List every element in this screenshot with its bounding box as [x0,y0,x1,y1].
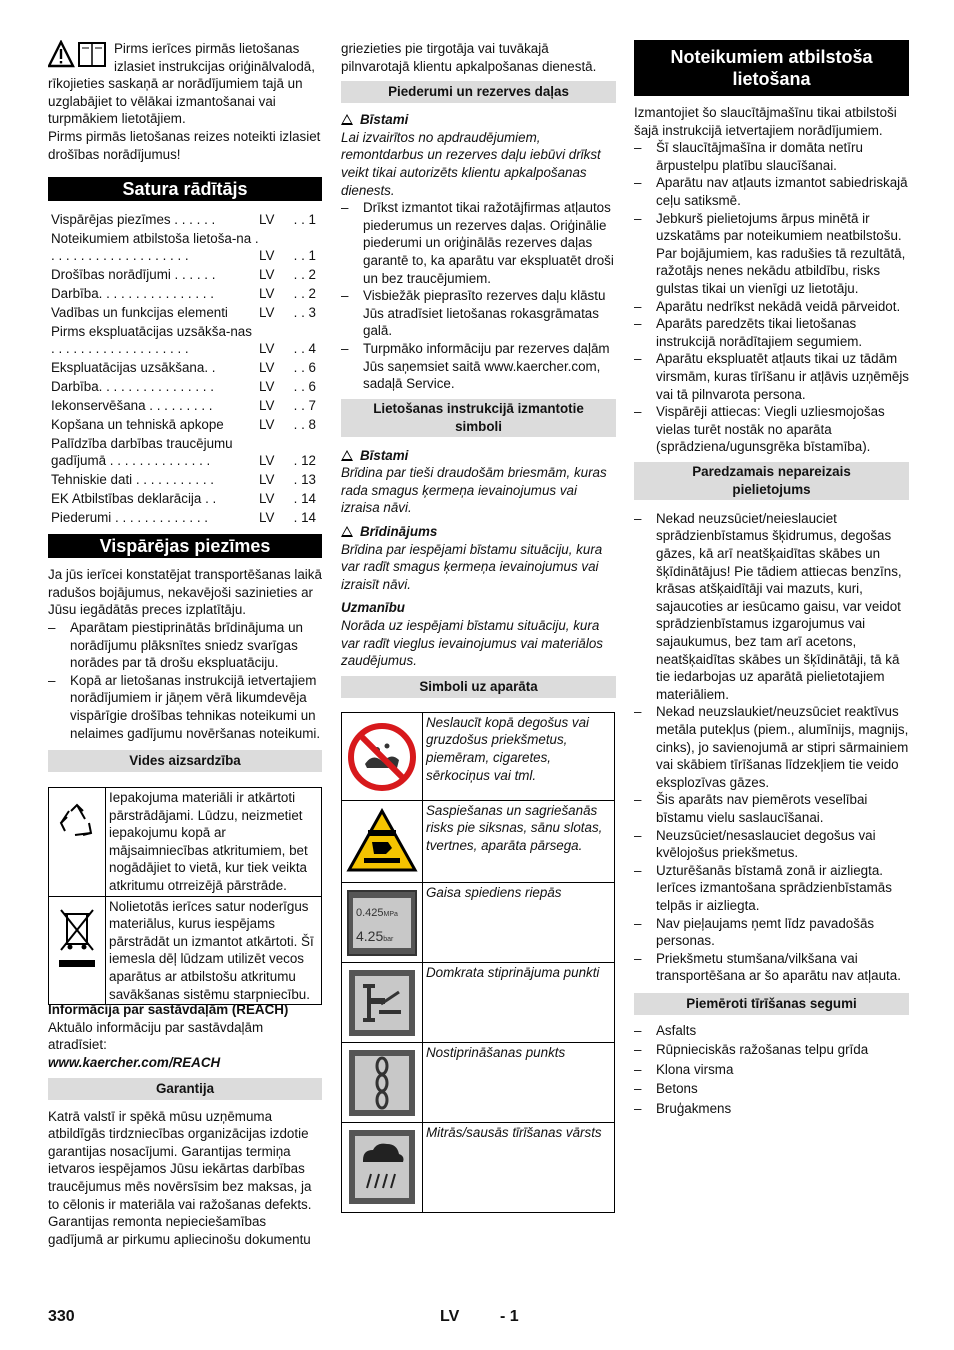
toc-entry-lang: LV [259,398,275,414]
toc-entry-label: Darbība. . . . . . . . . . . . . . . . [51,379,214,395]
list-item: – Rūpnieciskās ražošanas telpu grīda [634,1040,909,1060]
device-symbol-text: Gaisa spiediens riepās [423,882,615,962]
toc-entry-label: Darbība. . . . . . . . . . . . . . . . [51,286,214,302]
recycle-icon-cell [49,788,106,897]
toc-entry-page: . . 6 [293,379,316,395]
list-item: – Vispārēji attiecas: Viegli uzliesmojošas vielas turēt nostāk no aparāta (sprādziena/ugunsgrēka bīstamība). [634,403,909,456]
gauge-unit-bar: bar [383,935,394,943]
toc-entry-label: Ekspluatācijas uzsākšana. . [51,360,216,376]
list-item: – Šī slaucītājmašīna ir domāta netīru ārpustelpu platību slaucīšanai. [634,139,909,174]
toc-row[interactable] [48,304,322,323]
toc-entry-label: Noteikumiem atbilstoša lietoša-na . . . . . . . . . . . . . . . . . . . . [51,231,259,264]
toc-row[interactable] [48,435,322,471]
toc-entry-label: Drošības norādījumi . . . . . . [51,267,216,283]
environment-packaging-text: Iepakojuma materiāli ir atkārtoti pārstrādājami. Lūdzu, neizmetiet iepakojumu kopā ar mājsaimniecības atkritumiem, bet nogādājiet to vietā, kur tiek veikta atkritumu otrreizējā pārstrāde. [106,788,322,897]
toc-row[interactable] [48,359,322,378]
symbols-warning-row [341,523,616,541]
list-item: – Uzturēšanās bīstamā zonā ir aizliegta. Ierīces izmantošana sprādzienbīstamās telpās ir aizliegta. [634,862,909,915]
reach-text: Aktuālo informāciju par sastāvdaļām atradīsiet: [48,1019,264,1053]
toc-entry-lang: LV [259,510,275,526]
crush-hazard-icon [346,808,418,874]
caution-label: Uzmanību [341,600,405,616]
toc-row[interactable] [48,285,322,304]
intended-use-text: Izmantojiet šo slaucītājmašīnu tikai atbilstoši šajā instrukcijā ietvertajiem norādījumiem. [634,105,897,138]
list-item: – Nekad neuzslaukiet/neuzsūciet reaktīvus metāla putekļus (piem., alumīnijs, magnijs, cinks), jo savienojumā ar stipri sārmainiem vai skābiem tīrīšanas līdzekļiem tie veido eksplozīvas gāzes. [634,703,909,791]
warning-manual-icons [48,40,108,70]
toc-heading: Satura rādītājs [48,177,322,201]
toc-entry-label: Kopšana un tehniskā apkope [51,417,224,433]
list-item: – Asfalts [634,1021,909,1041]
intro-text: Pirms ierīces pirmās lietošanas izlasiet instrukcijas oriģinālvalodā, rīkojieties saskaņā ar norādījumiem tajā un uzglabājiet to vēlākai izmantošanai vai turpmākiem lietotājiem. [48,41,315,127]
toc-entry-label: Palīdzība darbības traucējumu gadījumā . . . . . . . . . . . . . . [51,436,233,469]
toc-entry-page: . . 4 [293,341,316,357]
device-symbol-text: Saspiešanas un sagriešanās risks pie siksnas, sānu slotas, tvertnes, aparāta pārsega. [423,800,615,882]
column-1 [48,40,322,1248]
list-item: – Priekšmetu stumšana/vilkšana vai transportēšana ar šo aparātu nav atļauta. [634,950,909,985]
toc-entry-lang: LV [259,491,275,507]
toc-entry-lang: LV [259,472,275,488]
list-item: – Aparātam piestiprinātās brīdinājuma un norādījumu plāksnītes sniedz svarīgas norādes par tā drošu ekspluatāciju. [48,619,322,672]
toc-entry-label: Piederumi . . . . . . . . . . . . . [51,510,209,526]
toc-entry-lang: LV [259,453,275,469]
environment-table [48,787,322,1005]
no-burning-objects-icon [347,722,417,792]
device-symbol-text: Domkrata stiprinājuma punkti [423,962,615,1042]
list-item: – Šis aparāts nav piemērots veselībai bīstamu vielu saslaucīšanai. [634,791,909,826]
misuse-list [634,510,909,985]
toc-entry-lang: LV [259,341,275,357]
symbols-danger-row [341,447,616,465]
toc-entry-page: . 12 [293,453,316,469]
device-symbols-heading: Simboli uz aparāta [341,676,616,698]
list-item: – Turpmāko informāciju par rezerves daļām Jūs saņemsiet saitā www.kaercher.com, sadaļā Service. [341,340,616,393]
toc-entry-page: . . 1 [293,248,316,264]
accessories-danger-label-row [341,111,616,129]
reach-url[interactable]: www.kaercher.com/REACH [48,1055,221,1070]
toc-entry-page: . . 1 [293,212,316,228]
environment-disposal-text: Nolietotās ierīces satur noderīgus materiālus, kurus iespējams pārstrādāt un izmantot atkārtoti. Šī iemesla dēļ lūdzam utilizēt vecos aparātus ar atbilstošu atkritumu savākšanas sistēmu starpniecību. [106,896,322,1005]
toc-entry-lang: LV [259,248,275,264]
list-item: – Aparātu nav atļauts izmantot sabiedriskajā ceļu satiksmē. [634,174,909,209]
warranty-continued: griezieties pie tirgotāja vai tuvākajā pilnvarotajā klientu apkalpošanas dienestā. [341,41,597,74]
accessories-list [341,199,616,393]
toc-entry-page: . . 2 [293,286,316,302]
no-burning-objects-icon-cell [342,712,423,800]
jack-point-icon [349,970,415,1036]
tire-pressure-icon [347,890,417,956]
intended-use-heading: Noteikumiem atbilstoša lietošana [634,40,909,96]
gauge-value-bar: 4.25 [356,927,384,944]
warranty-text: Katrā valstī ir spēkā mūsu uzņēmuma atbildīgās tirdzniecības organizācijas izdotie garantijas nosacījumi. Garantijas termiņa ietvaros iespējamos Jūsu iekārtas darbības traucējumus mēs novērsīsim bez maksas, ja to cēlonis ir materiāla vai ražošanas defekts. Garantijas remonta nepieciešamības gadījumā ar pirkumu apliecinošu dokumentu [48,1108,312,1247]
page-number: 330 [48,1308,75,1325]
list-item: – Klona virsma [634,1060,909,1080]
toc-row[interactable] [48,378,322,397]
misuse-heading: Paredzamais nepareizais pielietojums [634,462,909,500]
symbols-heading: Lietošanas instrukcijā izmantotie simboli [341,399,616,437]
list-item: – Jebkurš pielietojums ārpus minētā ir uzskatāms par noteikumiem neatbilstošu. Par bojājumiem, kas radušies tā rezultātā, ražotājs nenes nekādu atbildību, risks gulstas tikai un vienīgi uz lietotāju. [634,210,909,298]
device-symbol-text: Nostiprināšanas punkts [423,1042,615,1122]
toc-row[interactable] [48,416,322,435]
list-item: – Aparāts paredzēts tikai lietošanas instrukcijā norādītajiem segumiem. [634,315,909,350]
warning-triangle-icon [341,526,353,537]
toc-row[interactable] [48,509,322,528]
toc-entry-page: . 14 [293,510,316,526]
footer-sub-page: - 1 [500,1308,519,1325]
toc-table [48,211,322,528]
recycle-icon [55,801,99,845]
toc-entry-label: Vispārējas piezīmes . . . . . . [51,212,216,228]
warning-triangle-icon [341,114,353,125]
toc-entry-label: EK Atbilstības deklarācija . . [51,491,217,507]
toc-row[interactable] [48,230,322,266]
toc-entry-label: Pirms ekspluatācijas uzsākša-nas . . . . . . . . . . . . . . . . . . . [51,324,252,357]
danger-label: Bīstami [360,112,409,128]
intended-use-list [634,139,909,456]
toc-entry-lang: LV [259,267,275,283]
general-heading: Vispārējas piezīmes [48,534,322,558]
device-symbol-text: Mitrās/sausās tīrīšanas vārsts [423,1122,615,1212]
toc-entry-lang: LV [259,417,275,433]
jack-point-icon-cell [342,962,423,1042]
chain-icon [349,1050,415,1116]
general-list [48,619,322,742]
toc-entry-label: Vadības un funkcijas elementi [51,305,228,321]
column-2 [341,40,616,1213]
toc-entry-page: . 14 [293,491,316,507]
list-item: – Bruģakmens [634,1099,909,1119]
toc-row[interactable] [48,490,322,509]
footer-language: LV [440,1308,460,1325]
accessories-danger-text: Lai izvairītos no apdraudējumiem, remontdarbus un rezerves daļu iebūvi drīkst veikt tikai autorizēts klientu apkalpošanas dienests. [341,129,601,198]
toc-entry-lang: LV [259,360,275,376]
toc-entry-label: Iekonservēšana . . . . . . . . . [51,398,213,414]
list-item: – Drīkst izmantot tikai ražotājfirmas atļautos piederumus un rezerves daļas. Oriģinālie piederumi un oriģinālās rezerves daļas garantē to, ka aparātu var ekspluatēt droši un bez traucējumiem. [341,199,616,287]
environment-heading: Vides aizsardzība [48,750,322,772]
warning-label: Brīdinājums [360,524,438,540]
surfaces-list [634,1021,909,1119]
symbols-caution-text: Norāda uz iespējami bīstamu situāciju, kura var radīt vieglus ievainojumus vai materiālos zaudējumus. [341,618,603,669]
list-item: – Kopā ar lietošanas instrukcijā ietvertajiem norādījumiem ir jāņem vērā likumdevēja vispārīgie drošības tehnikas noteikumi un nelaimes gadījumu novēršanas noteikumi. [48,672,322,742]
list-item: – Visbiežāk pieprasīto rezerves daļu klāstu Jūs atradīsiet lietošanas rokasgrāmatas galā. [341,287,616,340]
warranty-heading: Garantija [48,1078,322,1100]
list-item: – Nav pieļaujams ņemt līdz pavadošās personas. [634,915,909,950]
list-item: – Neuzsūciet/nesaslauciet degošus vai kvēlojošus priekšmetus. [634,827,909,862]
wet-dry-valve-icon [349,1130,415,1204]
wet-dry-valve-icon-cell [342,1122,423,1212]
danger-label: Bīstami [360,447,409,463]
symbols-danger-text: Brīdina par tieši draudošām briesmām, kuras rada smagus ķermeņa ievainojumus vai izraisa nāvi. [341,465,607,516]
toc-row[interactable] [48,471,322,490]
toc-entry-label: Tehniskie dati . . . . . . . . . . . [51,472,214,488]
intro-safety-text: Pirms pirmās lietošanas reizes noteikti izlasiet drošības norādījumus! [48,128,321,162]
device-symbol-text: Neslaucīt kopā degošus vai gruzdošus priekšmetus, piemēram, cigaretes, sērkociņus vai tml. [423,712,615,800]
list-item: – Aparātu ekspluatēt atļauts tikai uz tādām virsmām, kuras tīrīšanu ir atļāvis uzņēmējs vai tā pilnvarota persona. [634,350,909,403]
warning-triangle-icon [341,450,353,461]
symbols-warning-text: Brīdina par iespējami bīstamu situāciju, kura var radīt smagus ķermeņa ievainojumus vai izraisīt nāvi. [341,541,603,592]
list-item: – Nekad neuzsūciet/neieslauciet sprādzienbīstamus šķidrumus, degošas gāzes, kā arī neatšķaidītas skābes un šķīdinātājus! Pie tādiem attiecas benzīns, krāsas atšķaidītāji vai mazuts, kuri, sajaucoties ar iesūcamo gaisu, var veidot sprādzienbīstamus izgarojumus vai sajaukumus, bez tam arī acetons, neatšķaidītas skābes un šķīdinātāji, tā kā tie iedarbojas uz aparātā pielietotajiem materiāliem. [634,510,909,704]
gauge-unit-mpa: MPa [383,910,398,918]
intro [48,40,322,163]
toc-row[interactable] [48,323,322,359]
toc-entry-page: . . 7 [293,398,316,414]
list-item: – Betons [634,1079,909,1099]
toc-row[interactable] [48,397,322,416]
crush-hazard-icon-cell [342,800,423,882]
toc-entry-lang: LV [259,379,275,395]
toc-entry-page: . 13 [293,472,316,488]
toc-entry-page: . . 2 [293,267,316,283]
toc-row[interactable] [48,266,322,285]
crossed-bin-icon [55,906,99,976]
toc-entry-lang: LV [259,212,275,228]
toc-row[interactable] [48,211,322,230]
gauge-value-mpa: 0.425 [356,906,384,919]
toc-entry-page: . . 8 [293,417,316,433]
device-symbols-table [341,712,615,1213]
toc-entry-page: . . 3 [293,305,316,321]
list-item: – Aparātu nedrīkst nekādā veidā pārveidot. [634,298,909,316]
toc-entry-lang: LV [259,286,275,302]
column-3 [634,40,909,1118]
toc-entry-lang: LV [259,305,275,321]
crossed-bin-icon-cell [49,896,106,1005]
toc-entry-page: . . 6 [293,360,316,376]
tie-down-point-icon-cell [342,1042,423,1122]
general-text: Ja jūs ierīcei konstatējat transportēšanas laikā radušos bojājumus, nekavējoši sazinieties ar Jūsu iegādātās preces izplatītāju. [48,567,322,618]
surfaces-heading: Piemēroti tīrīšanas segumi [634,993,909,1015]
accessories-heading: Piederumi un rezerves daļas [341,81,616,103]
reach-heading: Informācija par sastāvdaļām (REACH) [48,1002,289,1018]
tire-pressure-icon-cell [342,882,423,962]
